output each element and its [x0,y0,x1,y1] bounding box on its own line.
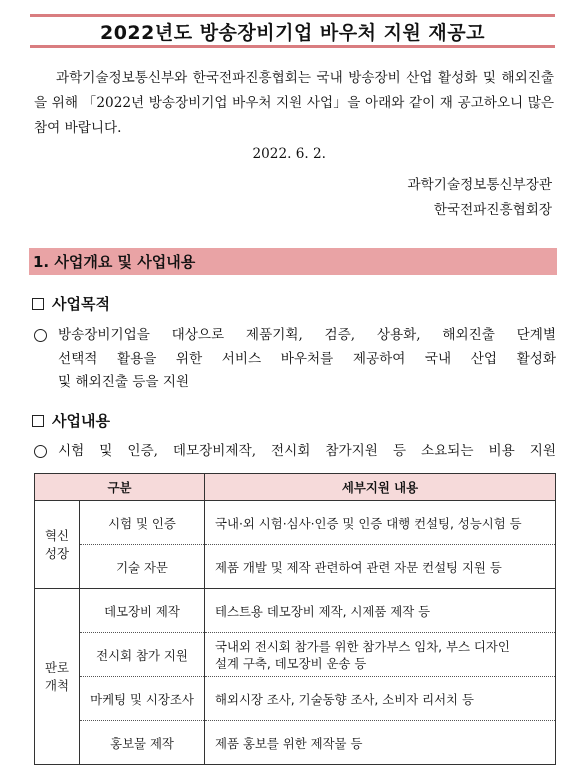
subheading-content-label: 사업내용 [52,412,110,430]
subheading-purpose-label: 사업목적 [52,295,110,313]
table-item-cell: 데모장비 제작 [80,589,205,633]
subheading-purpose [32,293,110,314]
square-bullet-icon [32,415,44,427]
page-title: 2022년도 방송장비기업 바우처 지원 재공고 [99,21,485,44]
table-header-category: 구분 [35,474,205,501]
announcement-date: 2022. 6. 2. [252,146,326,162]
purpose-line-1: 방송장비기업을 대상으로 제품기획, 검증, 상용화, 해외진출 단계별 [58,327,556,343]
content-line: 시험 및 인증, 데모장비제작, 전시회 참가지원 등 소요되는 비용 지원 [58,443,556,459]
support-table [34,473,556,765]
table-item-cell: 시험 및 인증 [80,501,205,545]
table-category-cell: 혁신 성장 [35,501,80,589]
signatory-ministry: 과학기술정보통신부장관 [407,177,552,193]
table-row [35,721,556,765]
table-item-cell: 기술 자문 [80,545,205,589]
purpose-line-2: 선택적 활용을 위한 서비스 바우처를 제공하여 국내 산업 활성화 [58,350,556,367]
table-desc-cell: 제품 홍보를 위한 제작물 등 [205,721,556,765]
table-row [35,545,556,589]
subheading-content [32,410,110,431]
table-desc-cell: 국내·외 시험·심사·인증 및 인증 대행 컨설팅, 성능시험 등 [205,501,556,545]
table-item-cell: 마케팅 및 시장조사 [80,677,205,721]
section-heading-bar [29,248,557,275]
content-bullet [34,440,556,464]
purpose-bullet [34,324,556,395]
table-desc-cell: 테스트용 데모장비 제작, 시제품 제작 등 [205,589,556,633]
table-row [35,633,556,677]
table-category-cell: 판로 개척 [35,589,80,765]
table-row [35,677,556,721]
table-row [35,589,556,633]
intro-paragraph: 과학기술정보통신부와 한국전파진흥협회는 국내 방송장비 산업 활성화 및 해외진출을 위해 「2022년 방송장비기업 바우처 지원 사업」을 아래와 같이 재 공고하오니 많은 참여 바랍니다. [34,70,554,136]
purpose-line-3: 및 해외진출 등을 지원 [58,374,190,390]
table-row [35,501,556,545]
title-bar [30,14,555,48]
table-item-cell: 홍보물 제작 [80,721,205,765]
table-item-cell: 전시회 참가 지원 [80,633,205,677]
square-bullet-icon [32,298,44,310]
circle-bullet-icon [34,329,47,342]
table-desc-cell: 국내외 전시회 참가를 위한 참가부스 임차, 부스 디자인 설계 구축, 데모장비 운송 등 [205,633,556,677]
circle-bullet-icon [34,445,47,458]
signatory-association: 한국전파진흥협회장 [433,202,552,218]
section-heading: 1. 사업개요 및 사업내용 [33,253,196,271]
table-desc-cell: 제품 개발 및 제작 관련하여 관련 자문 컨설팅 지원 등 [205,545,556,589]
table-desc-cell: 해외시장 조사, 기술동향 조사, 소비자 리서치 등 [205,677,556,721]
table-header-detail: 세부지원 내용 [205,474,556,501]
table-header-row [35,474,556,501]
